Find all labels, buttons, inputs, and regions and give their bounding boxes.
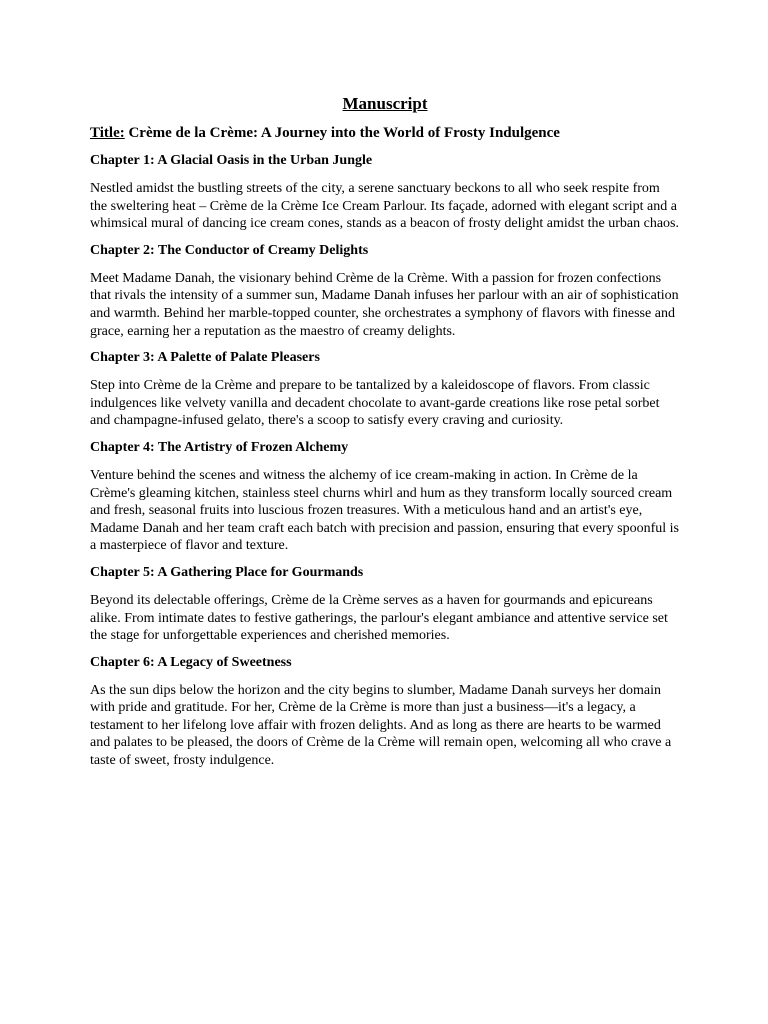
chapter-heading: Chapter 2: The Conductor of Creamy Delights: [90, 242, 369, 258]
chapter-1: [90, 152, 680, 233]
chapter-paragraph: Nestled amidst the bustling streets of the city, a serene sanctuary beckons to all who seek respite from the sweltering heat – Crème de la Crème Ice Cream Parlour. Its façade, adorned with elegant script and a whimsical mural of dancing ice cream cones, stands as a beacon of frosty delight amidst the urban chaos.: [90, 181, 679, 232]
manuscript-page: [90, 92, 680, 779]
chapter-2: [90, 242, 680, 340]
chapter-6: [90, 654, 680, 770]
chapter-5: [90, 564, 680, 645]
book-title: Crème de la Crème: A Journey into the World of Frosty Indulgence: [124, 125, 560, 141]
chapter-heading: Chapter 5: A Gathering Place for Gourmands: [90, 564, 364, 580]
chapter-paragraph: Meet Madame Danah, the visionary behind Crème de la Crème. With a passion for frozen confections that rivals the intensity of a summer sun, Madame Danah infuses her parlour with an air of sophistication and warmth. Behind her marble-topped counter, she orchestrates a symphony of flavors with finesse and grace, earning her a reputation as the maestro of creamy delights.: [90, 270, 679, 339]
chapter-heading: Chapter 1: A Glacial Oasis in the Urban Jungle: [90, 153, 373, 168]
chapter-4: [90, 439, 680, 555]
chapter-3: [90, 349, 680, 430]
chapter-list: [90, 152, 680, 770]
book-title-line: [90, 123, 680, 143]
document-heading: Manuscript: [342, 94, 428, 113]
chapter-heading: Chapter 4: The Artistry of Frozen Alchemy: [90, 439, 349, 455]
title-label: Title:: [90, 125, 125, 141]
chapter-paragraph: Beyond its delectable offerings, Crème de la Crème serves as a haven for gourmands and epicureans alike. From intimate dates to festive gatherings, the parlour's elegant ambiance and attentive service set the stage for unforgettable experiences and cherished memories.: [90, 592, 668, 644]
chapter-heading: Chapter 3: A Palette of Palate Pleasers: [90, 350, 320, 366]
chapter-paragraph: As the sun dips below the horizon and the city begins to slumber, Madame Danah surveys her domain with pride and gratitude. For her, Crème de la Crème is more than just a business—it's a legacy, a testament to her lifelong love affair with frozen delights. And as long as there are hearts to be warmed and palates to be pleased, the doors of Crème de la Crème will remain open, welcoming all who crave a taste of sweet, frosty indulgence.: [90, 682, 672, 769]
chapter-heading: Chapter 6: A Legacy of Sweetness: [90, 654, 292, 670]
chapter-paragraph: Step into Crème de la Crème and prepare to be tantalized by a kaleidoscope of flavors. From classic indulgences like velvety vanilla and decadent chocolate to avant-garde creations like rose petal sorbet and champagne-infused gelato, there's a scoop to satisfy every craving and curiosity.: [90, 378, 660, 429]
chapter-paragraph: Venture behind the scenes and witness the alchemy of ice cream-making in action. In Crème de la Crème's gleaming kitchen, stainless steel churns whirl and hum as they transform locally sourced cream and fresh, seasonal fruits into luscious frozen treasures. With a meticulous hand and an artist's eye, Madame Danah and her team craft each batch with precision and passion, ensuring that every spoonful is a masterpiece of flavor and texture.: [90, 467, 679, 554]
